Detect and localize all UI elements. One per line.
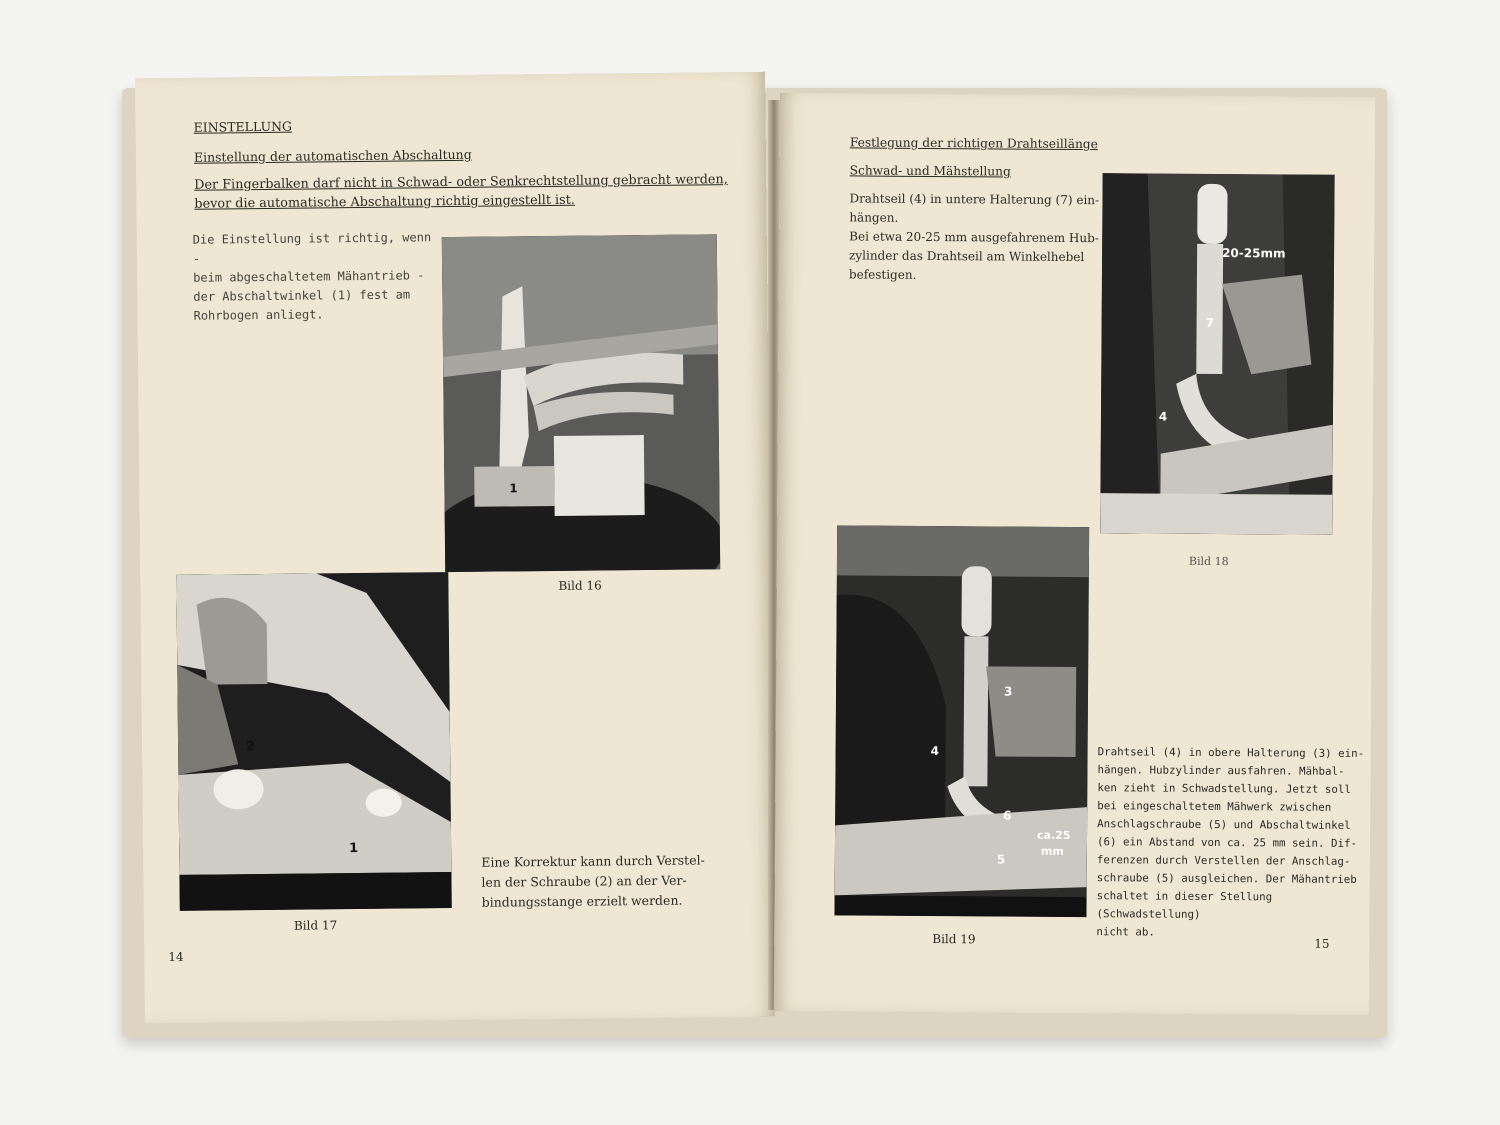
detail-line: nicht ab. xyxy=(1096,925,1155,939)
photo-label: 2 xyxy=(245,739,256,755)
correction-line: Eine Korrektur kann durch Verstel- xyxy=(481,852,705,870)
detail-line: hängen. Hubzylinder ausfahren. Mähbal- xyxy=(1097,763,1345,778)
correction-line: len der Schraube (2) an der Ver- xyxy=(481,872,687,890)
detail-line: Anschlagschraube (5) und Abschaltwinkel xyxy=(1097,817,1351,832)
intro-line: der Abschaltwinkel (1) fest am xyxy=(193,287,411,304)
photo-bild-18 xyxy=(1100,173,1335,535)
caption-bild-18: Bild 18 xyxy=(1188,554,1229,569)
correction-text xyxy=(481,850,742,913)
intro-line: zylinder das Drahtseil am Winkelhebel xyxy=(849,248,1085,265)
photo-label: 3 xyxy=(1003,684,1013,699)
photo-bild-17 xyxy=(176,572,452,911)
section-heading: EINSTELLUNG xyxy=(193,118,293,135)
caption-bild-16: Bild 16 xyxy=(558,578,602,593)
detail-line: schraube (5) ausgleichen. Der Mähantrieb xyxy=(1096,871,1357,886)
intro-text xyxy=(193,228,434,326)
intro-line: Rohrbogen anliegt. xyxy=(193,307,324,323)
caption-bild-19: Bild 19 xyxy=(932,932,976,947)
page-number-right: 15 xyxy=(1314,936,1330,951)
photo-label: ca.25 xyxy=(1036,828,1071,842)
caption-bild-17: Bild 17 xyxy=(293,918,338,933)
photo-label: 5 xyxy=(996,852,1006,867)
correction-line: bindungsstange erzielt werden. xyxy=(481,892,683,910)
photo-label: 20-25mm xyxy=(1222,246,1286,261)
intro-line: beim abgeschaltetem Mähantrieb - xyxy=(193,268,425,285)
photo-label: mm xyxy=(1040,844,1064,858)
intro-line: hängen. xyxy=(849,210,899,225)
photo-label: 7 xyxy=(1205,315,1215,330)
detail-line: bei eingeschaltetem Mähwerk zwischen xyxy=(1097,799,1332,814)
right-detail-text xyxy=(1096,743,1367,943)
photo-label: 1 xyxy=(509,481,518,496)
detail-line: schaltet in dieser Stellung (Schwadstellung) xyxy=(1096,889,1273,921)
page-number-left: 14 xyxy=(168,949,184,965)
photo-label: 6 xyxy=(1003,808,1012,823)
right-intro-text xyxy=(849,189,1110,286)
photo-bild-16 xyxy=(442,234,720,572)
detail-line: (6) ein Abstand von ca. 25 mm sein. Dif- xyxy=(1096,835,1358,850)
intro-line: Drahtseil (4) in untere Halterung (7) ein- xyxy=(849,191,1100,208)
photo-bild-19 xyxy=(834,525,1089,917)
right-heading-2: Schwad- und Mähstellung xyxy=(849,163,1011,179)
photo-label: 4 xyxy=(930,744,940,759)
intro-line: befestigen. xyxy=(848,267,917,282)
detail-line: ken zieht in Schwadstellung. Jetzt soll xyxy=(1097,781,1351,796)
subsection-heading: Einstellung der automatischen Abschaltung xyxy=(193,146,472,165)
intro-line: Bei etwa 20-25 mm ausgefahrenem Hub- xyxy=(849,229,1099,246)
left-page xyxy=(135,72,775,1024)
warning-line-1: Der Fingerbalken darf nicht in Schwad- oder Senkrechtstellung gebracht werden, xyxy=(194,172,728,193)
photo-label: 1 xyxy=(349,841,359,857)
photo-label: 4 xyxy=(1158,409,1168,424)
intro-line: Die Einstellung ist richtig, wenn - xyxy=(192,230,432,266)
right-heading-1: Festlegung der richtigen Drahtseillänge xyxy=(849,135,1098,152)
right-page xyxy=(774,93,1375,1015)
warning-line-2: bevor die automatische Abschaltung richtig eingestellt ist. xyxy=(194,192,575,212)
detail-line: ferenzen durch Verstellen der Anschlag- xyxy=(1096,853,1351,868)
detail-line: Drahtseil (4) in obere Halterung (3) ein- xyxy=(1097,745,1365,761)
